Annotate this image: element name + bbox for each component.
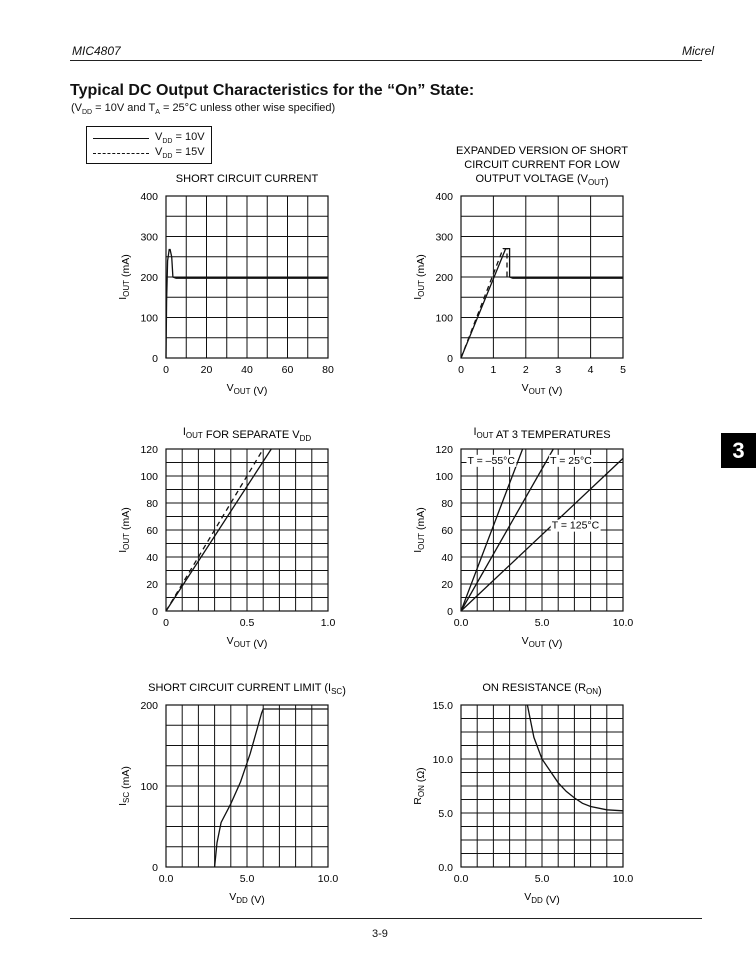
y-tick-label: 15.0	[432, 700, 453, 712]
annotation-label: T = 125°C	[551, 519, 600, 532]
y-tick-label: 20	[441, 579, 453, 591]
cond-open: (V	[71, 102, 82, 114]
y-tick-label: 20	[146, 579, 158, 591]
legend-v: V	[155, 131, 163, 143]
chart-title: CIRCUIT CURRENT FOR LOW	[464, 159, 620, 171]
series-line	[215, 709, 328, 867]
y-tick-label: 120	[140, 444, 158, 456]
y-tick-label: 40	[441, 552, 453, 564]
chart-6	[412, 682, 633, 906]
y-tick-label: 60	[441, 525, 453, 537]
x-tick-label: 5.0	[534, 873, 550, 885]
y-tick-label: 0	[152, 606, 158, 618]
chart-title: EXPANDED VERSION OF SHORT	[456, 145, 628, 157]
y-axis-label: $R_{ON}$ (Ω)	[412, 767, 427, 805]
header-part-number: MIC4807	[72, 44, 121, 58]
chart-5	[117, 682, 346, 906]
x-tick-label: 60	[281, 364, 294, 376]
header-brand: Micrel	[682, 44, 714, 58]
x-tick-label: 0	[458, 364, 464, 376]
x-tick-label: 5.0	[534, 617, 550, 629]
y-axis-label: $I_{OUT}$ (mA)	[117, 507, 132, 553]
y-tick-label: 5.0	[438, 808, 453, 820]
x-tick-label: 10.0	[317, 873, 339, 885]
x-tick-label: 0.0	[453, 873, 469, 885]
y-tick-label: 80	[146, 498, 158, 510]
x-axis-label: $V_{DD}$ (V)	[524, 891, 560, 906]
y-tick-label: 0	[152, 862, 158, 874]
y-tick-label: 200	[140, 700, 158, 712]
x-axis-label: $V_{OUT}$ (V)	[226, 635, 268, 650]
y-tick-label: 400	[435, 191, 453, 203]
y-tick-label: 100	[435, 471, 453, 483]
x-tick-label: 2	[522, 364, 529, 376]
chart-2	[412, 145, 628, 397]
cond-ta-sub: A	[155, 109, 160, 117]
y-tick-label: 400	[140, 191, 158, 203]
x-axis-label: $V_{OUT}$ (V)	[521, 635, 563, 650]
y-tick-label: 100	[140, 312, 158, 325]
x-tick-label: 5.0	[239, 873, 255, 885]
chart-title: $I_{OUT}$ FOR SEPARATE $V_{DD}$	[182, 426, 312, 443]
y-tick-label: 200	[435, 272, 453, 284]
y-tick-label: 0	[447, 606, 453, 618]
cond-vdd-sub: DD	[82, 109, 93, 117]
x-axis-label: $V_{DD}$ (V)	[229, 891, 265, 906]
chart-title: OUTPUT VOLTAGE $(V_{OUT})$	[475, 173, 609, 188]
x-tick-label: 0	[163, 364, 169, 376]
chart-title: SHORT CIRCUIT CURRENT LIMIT $(I_{SC})$	[148, 682, 346, 697]
legend-value: = 15V	[172, 146, 205, 158]
legend-v: V	[155, 146, 163, 158]
x-tick-label: 10.0	[612, 873, 634, 885]
x-tick-label: 80	[322, 364, 334, 376]
y-axis-label: $I_{OUT}$ (mA)	[412, 507, 427, 553]
x-axis-label: $V_{OUT}$ (V)	[226, 382, 268, 397]
y-tick-label: 300	[435, 231, 453, 244]
y-tick-label: 0.0	[438, 862, 453, 874]
y-axis-label: $I_{OUT}$ (mA)	[412, 254, 427, 300]
y-tick-label: 200	[140, 272, 158, 284]
y-tick-label: 0	[447, 353, 453, 365]
chart-title: SHORT CIRCUIT CURRENT	[175, 173, 319, 185]
legend-value: = 10V	[172, 131, 205, 143]
legend-sub: DD	[162, 138, 173, 146]
y-axis-label: $I_{OUT}$ (mA)	[117, 254, 132, 300]
x-tick-label: 20	[200, 364, 213, 376]
page-title: Typical DC Output Characteristics for the “On” State:	[70, 82, 475, 99]
y-tick-label: 100	[140, 781, 158, 793]
chart-title: ON RESISTANCE $(R_{ON})$	[482, 682, 602, 697]
x-tick-label: 0	[163, 617, 169, 629]
cond-mid: = 10V and T	[92, 102, 156, 114]
x-tick-label: 0.0	[453, 617, 469, 629]
x-tick-label: 3	[555, 364, 562, 376]
section-tab: 3	[721, 433, 756, 468]
x-axis-label: $V_{OUT}$ (V)	[521, 382, 563, 397]
y-tick-label: 100	[435, 312, 453, 325]
y-tick-label: 40	[146, 552, 158, 564]
y-tick-label: 80	[441, 498, 453, 510]
y-tick-label: 10.0	[432, 754, 453, 766]
x-tick-label: 40	[241, 364, 253, 376]
annotation-label: T = –55°C	[467, 454, 515, 467]
annotation-label: T = 25°C	[550, 454, 592, 467]
x-tick-label: 1.0	[320, 617, 336, 629]
y-tick-label: 60	[146, 525, 158, 537]
y-axis-label: $I_{SC}$ (mA)	[117, 766, 132, 806]
footer-rule	[70, 918, 702, 919]
chart-3	[117, 426, 335, 650]
cond-close: = 25°C unless other wise specified)	[159, 102, 336, 114]
chart-1	[117, 173, 334, 397]
y-tick-label: 0	[152, 353, 158, 365]
y-tick-label: 100	[140, 471, 158, 483]
x-tick-label: 0.5	[239, 617, 255, 629]
x-tick-label: 4	[587, 364, 594, 376]
series-line	[461, 249, 623, 358]
x-tick-label: 5	[620, 364, 626, 376]
page-number: 3-9	[372, 928, 388, 940]
x-tick-label: 10.0	[612, 617, 634, 629]
legend-sub: DD	[162, 153, 173, 161]
y-tick-label: 300	[140, 231, 158, 244]
chart-title: $I_{OUT}$ AT 3 TEMPERATURES	[473, 426, 611, 441]
y-tick-label: 120	[435, 444, 453, 456]
x-tick-label: 1	[490, 364, 497, 376]
x-tick-label: 0.0	[158, 873, 174, 885]
chart-4	[412, 426, 633, 650]
